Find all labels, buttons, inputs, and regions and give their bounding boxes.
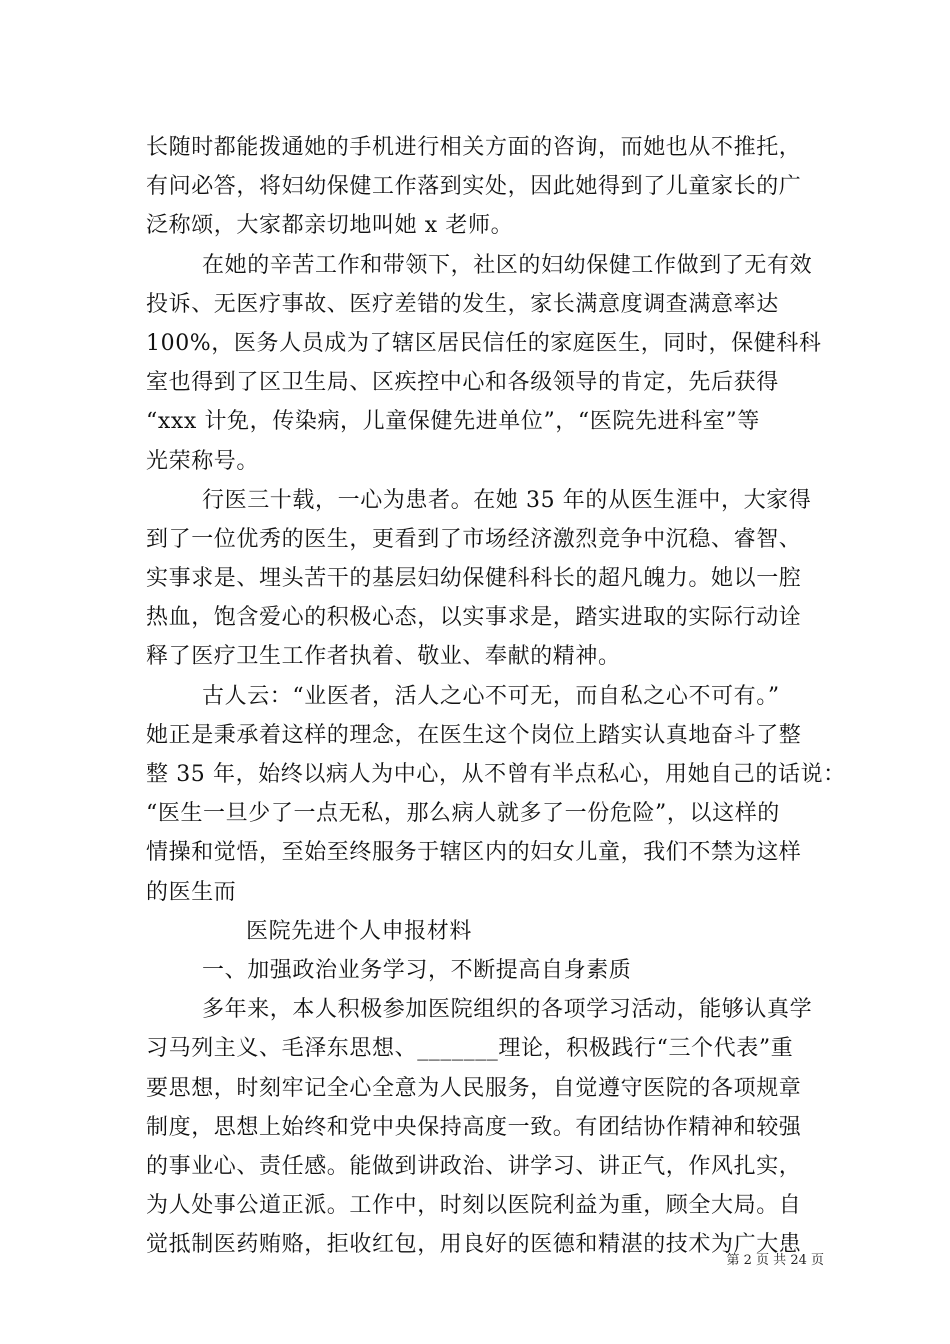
text-line: 投诉、无医疗事故、医疗差错的发生，家长满意度调查满意率达 bbox=[146, 291, 779, 317]
text-line: 到了一位优秀的医生，更看到了市场经济激烈竞争中沉稳、睿智、 bbox=[146, 526, 802, 552]
document-body bbox=[146, 128, 846, 1264]
section-heading: 医院先进个人申报材料 bbox=[246, 918, 473, 944]
text-line: “xxx 计免，传染病，儿童保健先进单位”，“医院先进科室”等 bbox=[146, 409, 760, 435]
text-line: 她正是秉承着这样的理念，在医生这个岗位上踏实认真地奋斗了整 bbox=[146, 722, 802, 748]
text-line: 释了医疗卫生工作者执着、敬业、奉献的精神。 bbox=[146, 644, 621, 670]
text-line: 要思想，时刻牢记全心全意为人民服务，自觉遵守医院的各项规章 bbox=[146, 1075, 802, 1101]
text-line: 有问必答，将妇幼保健工作落到实处，因此她得到了儿童家长的广 bbox=[146, 174, 802, 200]
text-line: 为人处事公道正派。工作中，时刻以医院利益为重，顾全大局。自 bbox=[146, 1193, 802, 1219]
text-line: 实事求是、埋头苦干的基层妇幼保健科科长的超凡魄力。她以一腔 bbox=[146, 566, 802, 592]
text-line: 一、加强政治业务学习，不断提高自身素质 bbox=[202, 957, 632, 983]
text-line: 在她的辛苦工作和带领下，社区的妇幼保健工作做到了无有效 bbox=[202, 252, 813, 278]
text-line: 情操和觉悟，至始至终服务于辖区内的妇女儿童，我们不禁为这样 bbox=[146, 840, 802, 866]
text-line: 热血，饱含爱心的积极心态，以实事求是，踏实进取的实际行动诠 bbox=[146, 605, 802, 631]
text-line: 的医生而 bbox=[146, 879, 237, 905]
text-line: 整 35 年，始终以病人为中心，从不曾有半点私心，用她自己的话说： bbox=[146, 762, 846, 787]
text-line: 100%，医务人员成为了辖区居民信任的家庭医生，同时，保健科科 bbox=[146, 330, 822, 356]
text-line: 室也得到了区卫生局、区疾控中心和各级领导的肯定，先后获得 bbox=[146, 370, 779, 396]
text-line: 光荣称号。 bbox=[146, 448, 260, 474]
text-line: 多年来，本人积极参加医院组织的各项学习活动，能够认真学 bbox=[202, 997, 813, 1023]
text-line: 的事业心、责任感。能做到讲政治、讲学习、讲正气，作风扎实， bbox=[146, 1153, 802, 1179]
text-line: 习马列主义、毛泽东思想、_______理论，积极践行“三个代表”重 bbox=[146, 1036, 794, 1062]
text-line: 行医三十载，一心为患者。在她 35 年的从医生涯中，大家得 bbox=[202, 487, 812, 513]
text-line: 泛称颂，大家都亲切地叫她 x 老师。 bbox=[146, 213, 514, 239]
text-line: 制度，思想上始终和党中央保持高度一致。有团结协作精神和较强 bbox=[146, 1114, 802, 1140]
page-number: 第 2 页 共 24 页 bbox=[726, 1253, 824, 1268]
text-line: 长随时都能拨通她的手机进行相关方面的咨询，而她也从不推托， bbox=[146, 135, 802, 160]
text-line: 觉抵制医药贿赂，拒收红包，用良好的医德和精湛的技术为广大患 bbox=[146, 1232, 802, 1258]
text-line: “医生一旦少了一点无私，那么病人就多了一份危险”，以这样的 bbox=[146, 801, 780, 827]
text-line: 古人云：“业医者，活人之心不可无，而自私之心不可有。” bbox=[202, 683, 780, 709]
